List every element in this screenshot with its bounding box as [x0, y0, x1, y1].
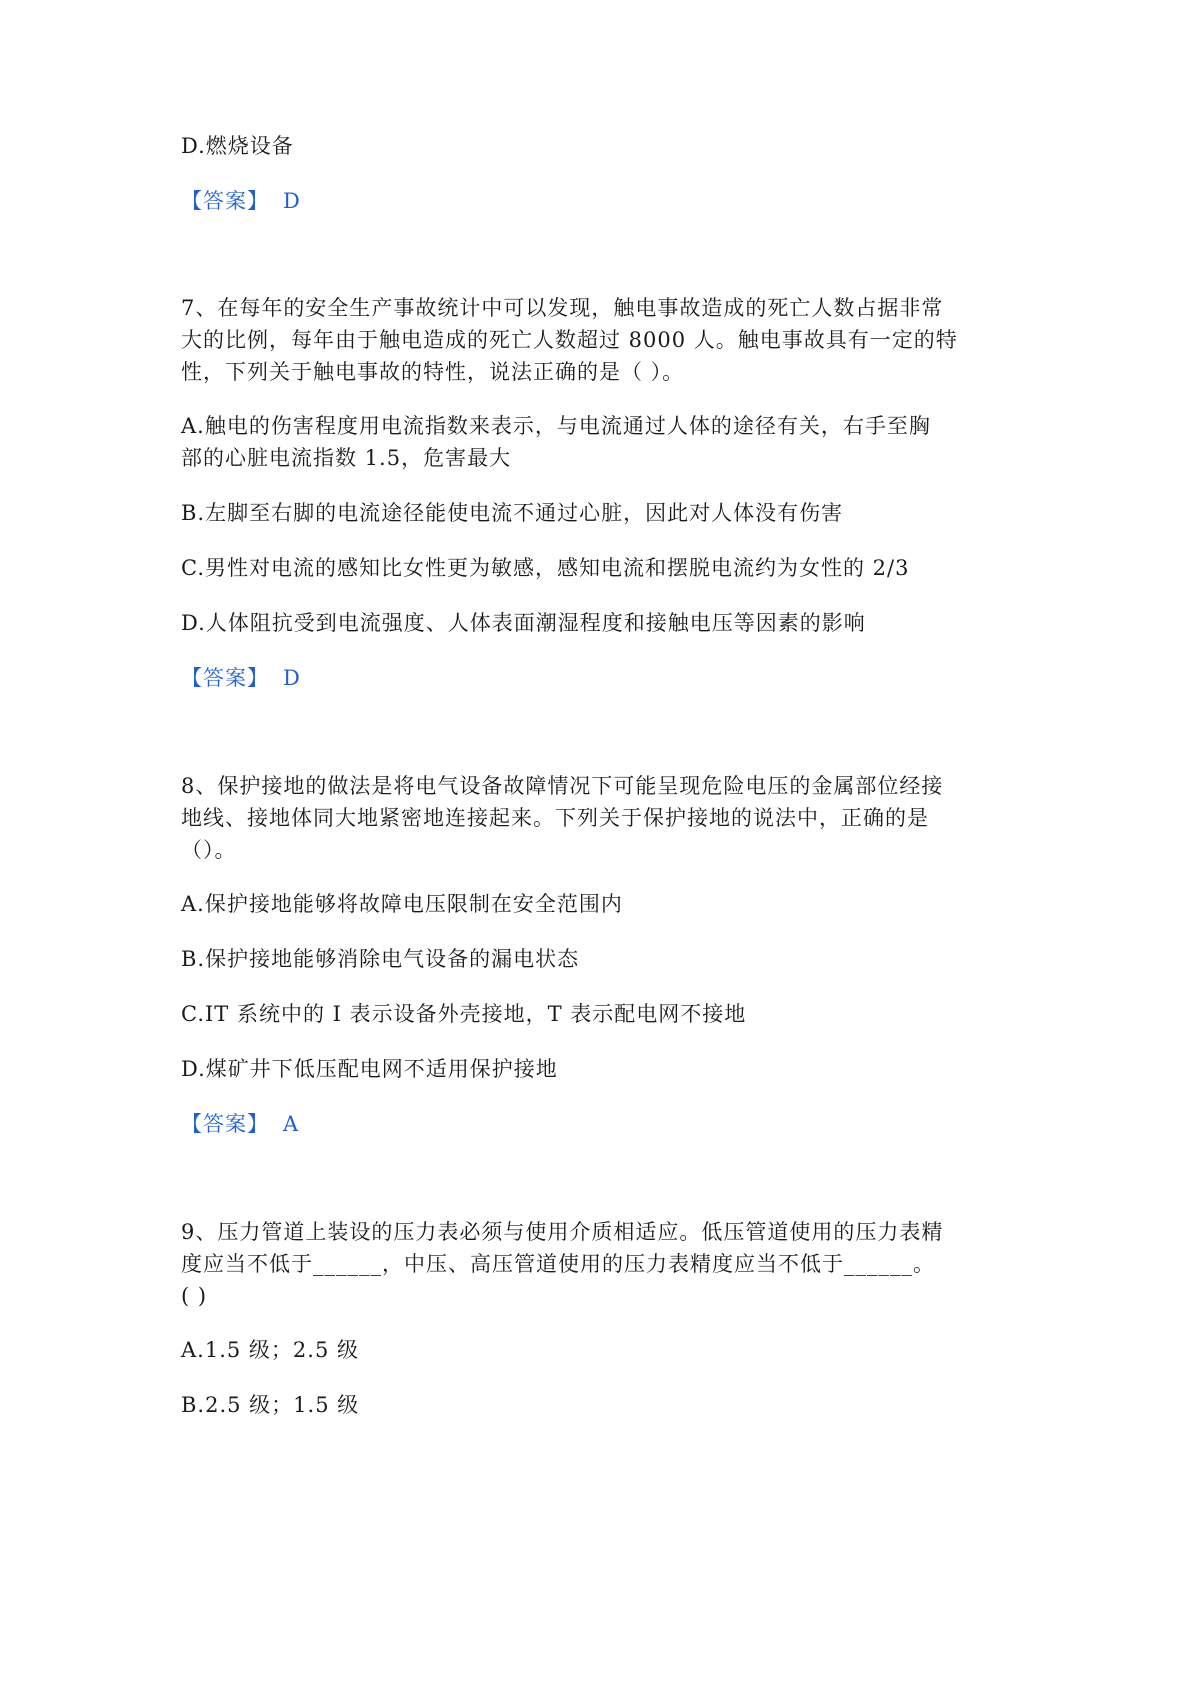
answer-value: A: [283, 1112, 300, 1136]
answer-label: 【答案】: [181, 666, 269, 690]
answer-value: D: [283, 666, 301, 690]
q7-option-b: B.左脚至右脚的电流途径能使电流不通过心脏，因此对人体没有伤害: [181, 501, 844, 525]
q8-option-d: D.煤矿井下低压配电网不适用保护接地: [181, 1057, 558, 1081]
answer-label: 【答案】: [181, 1112, 269, 1136]
q9-stem-line-1: 9、压力管道上装设的压力表必须与使用介质相适应。低压管道使用的压力表精: [181, 1220, 944, 1244]
prev-option-d: D.燃烧设备: [181, 134, 294, 158]
prev-answer: [181, 185, 301, 217]
answer-label: 【答案】: [181, 189, 269, 213]
q9-stem-line-3: ( ): [181, 1284, 208, 1308]
q8-option-c: C.IT 系统中的 I 表示设备外壳接地，T 表示配电网不接地: [181, 1002, 747, 1026]
q9-option-a: A.1.5 级；2.5 级: [181, 1338, 359, 1362]
q8-stem-line-3: （）。: [181, 838, 237, 862]
answer-value: D: [283, 189, 301, 213]
q7-option-c: C.男性对电流的感知比女性更为敏感，感知电流和摆脱电流约为女性的 2/3: [181, 556, 910, 580]
q7-stem-line-2: 大的比例，每年由于触电造成的死亡人数超过 8000 人。触电事故具有一定的特: [181, 328, 958, 352]
q7-option-a-line-2: 部的心脏电流指数 1.5，危害最大: [181, 446, 512, 470]
q8-stem-line-1: 8、保护接地的做法是将电气设备故障情况下可能呈现危险电压的金属部位经接: [181, 774, 944, 798]
q7-option-d: D.人体阻抗受到电流强度、人体表面潮湿程度和接触电压等因素的影响: [181, 611, 866, 635]
q9-stem-line-2: 度应当不低于______，中压、高压管道使用的压力表精度应当不低于______。: [181, 1252, 935, 1276]
q8-option-b: B.保护接地能够消除电气设备的漏电状态: [181, 947, 580, 971]
q8-stem-line-2: 地线、接地体同大地紧密地连接起来。下列关于保护接地的说法中，正确的是: [181, 806, 929, 830]
q8-option-a: A.保护接地能够将故障电压限制在安全范围内: [181, 892, 623, 916]
q7-answer: [181, 662, 301, 694]
q9-option-b: B.2.5 级；1.5 级: [181, 1393, 360, 1417]
q8-answer: [181, 1108, 299, 1140]
q7-option-a-line-1: A.触电的伤害程度用电流指数来表示，与电流通过人体的途径有关，右手至胸: [181, 414, 931, 438]
q7-stem-line-3: 性，下列关于触电事故的特性，说法正确的是（ ）。: [181, 360, 685, 384]
q7-stem-line-1: 7、在每年的安全生产事故统计中可以发现，触电事故造成的死亡人数占据非常: [181, 296, 944, 320]
